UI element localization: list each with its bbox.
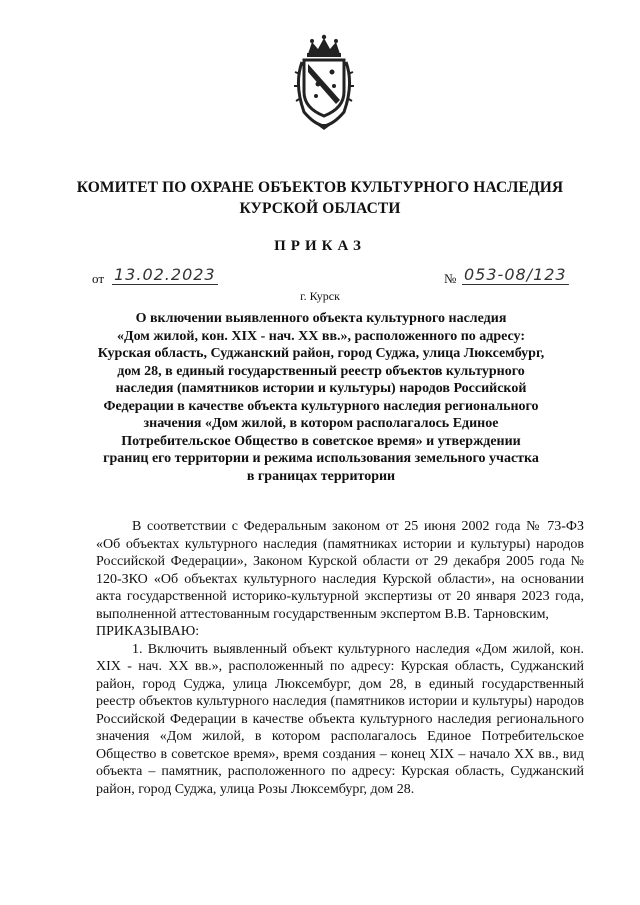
order-directive: ПРИКАЗЫВАЮ: [96, 624, 200, 639]
coat-of-arms-emblem [294, 34, 354, 132]
subject-line: наследия (памятников истории и культуры) народов Российской [115, 381, 527, 396]
order-subject [84, 310, 558, 485]
subject-line: Курская область, Суджанский район, город Суджа, улица Люксембург, [97, 346, 545, 361]
preamble-paragraph: В соответствии с Федеральным законом от 25 июня 2002 года № 73-ФЗ «Об объектах культурного наследия (памятниках истории и культуры) народов Российской Федерации», Законом Курской области от 29 декабря 2005 года № 120-ЗКО «Об объектах культурного наследия Курской области», на основании акта государственной историко-культурной экспертизы от 20 января 2023 года, выполненной аттестованным государственным экспертом В.В. Тарновским, [96, 519, 584, 622]
subject-line: О включении выявленного объекта культурного наследия [135, 311, 507, 326]
order-date: 13.02.2023 [114, 265, 216, 284]
date-label: от [92, 271, 105, 286]
organization-title [60, 177, 580, 219]
order-number: 053-08/123 [464, 265, 567, 284]
date-number-row [92, 265, 582, 287]
document-type: ПРИКАЗ [274, 238, 366, 254]
number-label: № [444, 271, 457, 286]
subject-line: Федерации в качестве объекта культурного наследия регионального [103, 398, 539, 414]
subject-line: дом 28, в единый государственный реестр объектов культурного [117, 363, 525, 379]
org-line-1: КОМИТЕТ ПО ОХРАНЕ ОБЪЕКТОВ КУЛЬТУРНОГО НАСЛЕДИЯ [76, 179, 564, 196]
subject-line: Потребительское Общество в советское время» и утверждении [121, 433, 521, 449]
order-item-1: 1. Включить выявленный объект культурного наследия «Дом жилой, кон. XIX - нач. XX вв.», расположенный по адресу: Курская область, Суджанский район, город Суджа, улица Люксембург, дом 28, в единый государственный реестр объектов культурного наследия (памятников истории и культуры) народов Российской Федерации в качестве объекта культурного наследия регионального значения «Дом жилой, в котором располагалось Единое Потребительское Общество в советское время», время создания – конец XIX – начало XX вв., вид объекта – памятник, расположенного по адресу: Курская область, Суджанский район, город Суджа, улица Розы Люксембург, дом 28. [96, 641, 584, 797]
city: г. Курск [300, 289, 340, 303]
subject-line: значения «Дом жилой, в котором располагалось Единое [143, 416, 499, 431]
order-body [96, 518, 584, 798]
subject-line: границ его территории и режима использования земельного участка [103, 451, 539, 466]
subject-line: в границах территории [246, 468, 396, 484]
org-line-2: КУРСКОЙ ОБЛАСТИ [239, 200, 401, 217]
subject-line: «Дом жилой, кон. XIX - нач. XX вв.», расположенного по адресу: [116, 328, 526, 344]
